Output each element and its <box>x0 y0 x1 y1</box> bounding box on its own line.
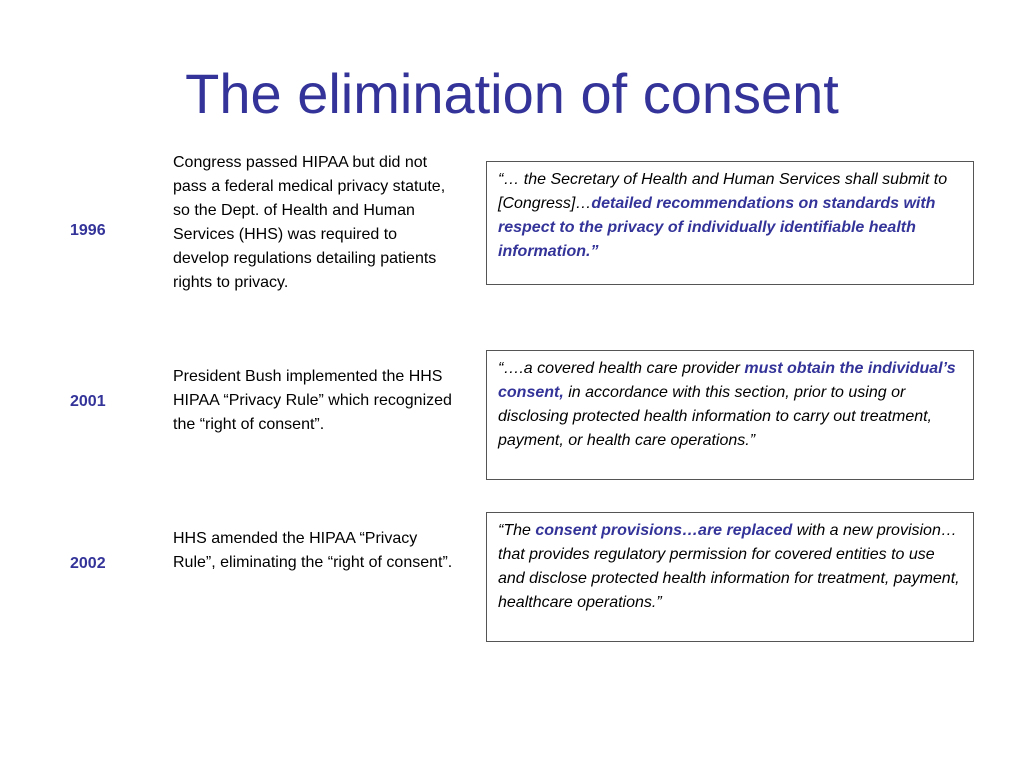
quote-highlight: consent provisions…are replaced <box>535 522 793 539</box>
quote-text: “… the Secretary of Health and Human Services shall submit to [Congress]… <box>498 171 948 212</box>
quote-text: “….a covered health care provider <box>498 360 745 377</box>
description-1996: Congress passed HIPAA but did not pass a federal medical privacy statute, so the Dept. of Health and Human Services (HHS) was required to develop regulations detailing patients rights to privacy. <box>173 154 446 291</box>
quote-text: with a new provision…that provides regulatory permission for covered entities to use and disclose protected health information for treatment, payment, healthcare operations.” <box>498 522 960 611</box>
quote-highlight: must obtain the individual’s consent, <box>498 360 956 401</box>
quote-text: “The <box>498 522 536 539</box>
description-2001: President Bush implemented the HHS HIPAA “Privacy Rule” which recognized the “right of consent”. <box>173 368 452 433</box>
year-2002-label: 2002 <box>70 555 106 572</box>
quote-box-2002 <box>486 512 974 642</box>
year-1996-label: 1996 <box>70 222 106 239</box>
description-2002: HHS amended the HIPAA “Privacy Rule”, eliminating the “right of consent”. <box>173 530 453 571</box>
quote-highlight: detailed recommendations on standards with respect to the privacy of individually identifiable health information.” <box>498 195 936 260</box>
quote-text: in accordance with this section, prior to using or disclosing protected health information to carry out treatment, payment, or health care operations.” <box>498 384 932 449</box>
slide-title: The elimination of consent <box>185 62 839 125</box>
quote-box-1996 <box>486 161 974 285</box>
quote-box-2001 <box>486 350 974 480</box>
year-2001-label: 2001 <box>70 393 106 410</box>
